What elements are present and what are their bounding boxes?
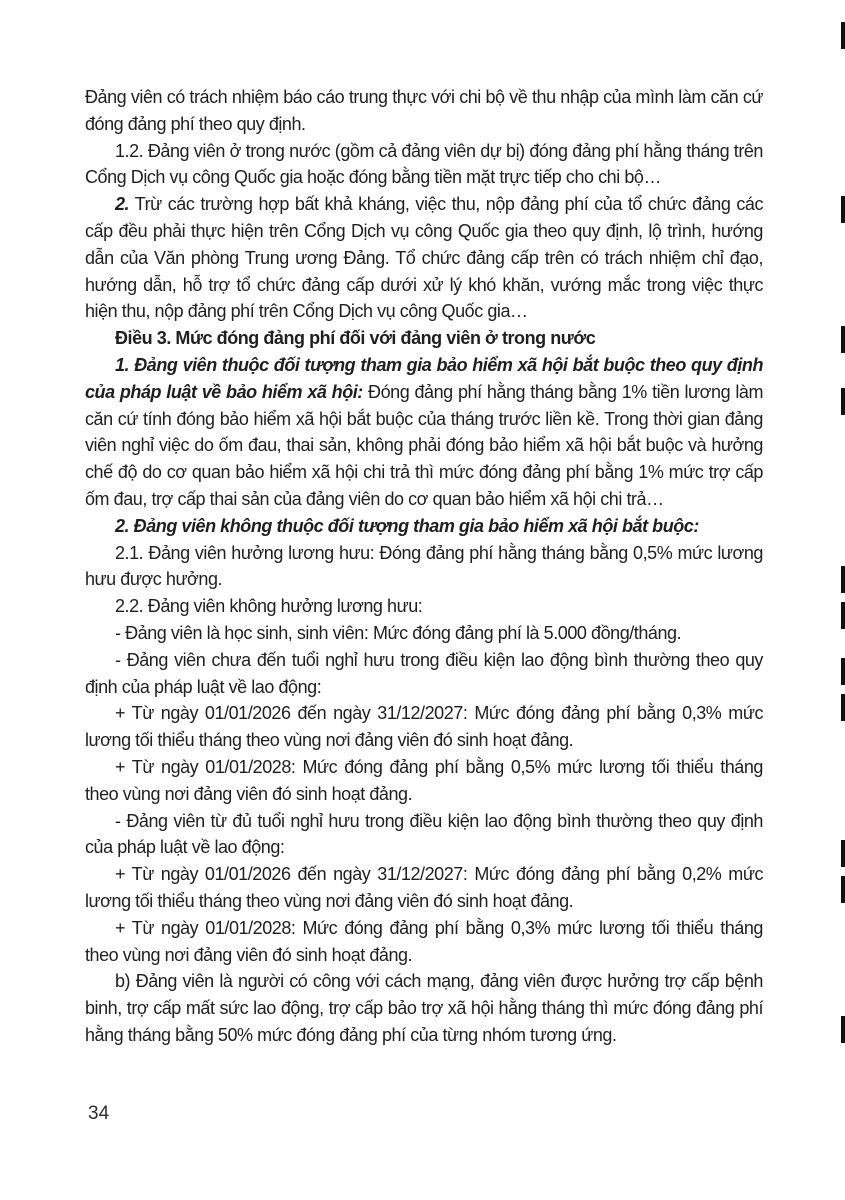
para-b-nguoi-co-cong — [85, 968, 763, 1048]
scan-edge-artifact — [841, 388, 845, 415]
para-1-2 — [85, 138, 763, 192]
para-tu-du-tuoi-text: - Đảng viên từ đủ tuổi nghỉ hưu trong điều kiện lao động bình thường theo quy định của pháp luật về lao động: — [85, 810, 763, 858]
scan-edge-artifact — [841, 566, 845, 593]
para-2-text: 2. — [115, 194, 130, 215]
para-2028-05 — [85, 754, 763, 808]
para-2-1 — [85, 540, 763, 594]
para-chua-den-tuoi-text: - Đảng viên chưa đến tuổi nghỉ hưu trong điều kiện lao động bình thường theo quy định của pháp luật về lao động: — [85, 649, 763, 697]
scan-edge-artifact — [841, 694, 845, 721]
para-tu-du-tuoi — [85, 808, 763, 862]
scan-edge-artifact — [841, 876, 845, 903]
para-3-1-text: Đóng đảng phí hằng tháng bằng 1% tiền lương làm căn cứ tính đóng bảo hiểm xã hội bắt buộc của tháng trước liền kề. Trong thời gian đảng viên nghỉ việc do ốm đau, thai sản, không phải đóng bảo hiểm xã hội bắt buộc và hưởng chế độ do cơ quan bảo hiểm xã hội chi trả thì mức đóng đảng phí bằng 1% mức trợ cấp ốm đau, trợ cấp thai sản của đảng viên do cơ quan bảo hiểm xã hội chi trả… — [85, 381, 763, 509]
para-chua-den-tuoi — [85, 647, 763, 701]
para-hoc-sinh-text: - Đảng viên là học sinh, sinh viên: Mức đóng đảng phí là 5.000 đồng/tháng. — [115, 622, 682, 643]
para-b-nguoi-co-cong-text: b) Đảng viên là người có công với cách mạng, đảng viên được hưởng trợ cấp bệnh binh, trợ cấp mất sức lao động, trợ cấp bảo trợ xã hội hằng tháng thì mức đóng đảng phí hằng tháng bằng 50% mức đóng đảng phí của từng nhóm tương ứng. — [85, 971, 763, 1045]
heading-dieu-3 — [85, 325, 763, 352]
para-2026-03 — [85, 700, 763, 754]
document-body — [85, 84, 763, 1049]
scan-edge-artifact — [841, 658, 845, 685]
para-2-text: Trừ các trường hợp bất khả kháng, việc thu, nộp đảng phí của tổ chức đảng các cấp đều phải thực hiện trên Cổng Dịch vụ công Quốc gia theo quy định, lộ trình, hướng dẫn của Văn phòng Trung ương Đảng. Tổ chức đảng cấp trên có trách nhiệm chỉ đạo, hướng dẫn, hỗ trợ tổ chức đảng cấp dưới xử lý khó khăn, vướng mắc trong việc thực hiện thu, nộp đảng phí trên Cổng Dịch vụ công Quốc gia… — [85, 194, 763, 322]
scan-edge-artifact — [841, 1016, 845, 1043]
para-2026-02-text: + Từ ngày 01/01/2026 đến ngày 31/12/2027: Mức đóng đảng phí bằng 0,2% mức lương tối thiểu tháng theo vùng nơi đảng viên đó sinh hoạt đảng. — [85, 864, 763, 911]
para-hoc-sinh — [85, 620, 763, 647]
para-3-1 — [85, 352, 763, 513]
para-2026-02 — [85, 861, 763, 915]
scan-edge-artifact — [841, 602, 845, 629]
page-number: 34 — [88, 1103, 110, 1124]
para-3-2-text: 2. Đảng viên không thuộc đối tượng tham gia bảo hiểm xã hội bắt buộc: — [115, 515, 699, 536]
para-2-2 — [85, 593, 763, 620]
heading-dieu-3-text: Điều 3. Mức đóng đảng phí đối với đảng viên ở trong nước — [115, 328, 596, 349]
para-2028-03-text: + Từ ngày 01/01/2028: Mức đóng đảng phí bằng 0,3% mức lương tối thiểu tháng theo vùng nơi đảng viên đó sinh hoạt đảng. — [85, 917, 763, 965]
scan-edge-artifact — [841, 840, 845, 867]
para-2028-03 — [85, 915, 763, 969]
para-1-2-text: 1.2. Đảng viên ở trong nước (gồm cả đảng viên dự bị) đóng đảng phí hằng tháng trên Cổng Dịch vụ công Quốc gia hoặc đóng bằng tiền mặt trực tiếp cho chi bộ… — [85, 140, 763, 188]
para-3-2 — [85, 513, 763, 540]
para-2026-03-text: + Từ ngày 01/01/2026 đến ngày 31/12/2027: Mức đóng đảng phí bằng 0,3% mức lương tối thiểu tháng theo vùng nơi đảng viên đó sinh hoạt đảng. — [85, 703, 763, 751]
scan-edge-artifact — [841, 326, 845, 353]
para-continuation — [85, 84, 763, 138]
para-continuation-text: Đảng viên có trách nhiệm báo cáo trung thực với chi bộ về thu nhập của mình làm căn cứ đóng đảng phí theo quy định. — [85, 87, 763, 134]
scan-edge-artifact — [841, 22, 845, 49]
para-2028-05-text: + Từ ngày 01/01/2028: Mức đóng đảng phí bằng 0,5% mức lương tối thiểu tháng theo vùng nơi đảng viên đó sinh hoạt đảng. — [85, 756, 763, 804]
scan-edge-artifact — [841, 196, 845, 223]
para-2-2-text: 2.2. Đảng viên không hưởng lương hưu: — [115, 596, 423, 617]
para-2 — [85, 191, 763, 325]
para-2-1-text: 2.1. Đảng viên hưởng lương hưu: Đóng đảng phí hằng tháng bằng 0,5% mức lương hưu được hưởng. — [85, 542, 763, 590]
para-3-1-text: 1. Đảng viên thuộc đối tượng tham gia bảo hiểm xã hội bắt buộc theo quy định của pháp luật về bảo hiểm xã hội: — [85, 354, 763, 402]
